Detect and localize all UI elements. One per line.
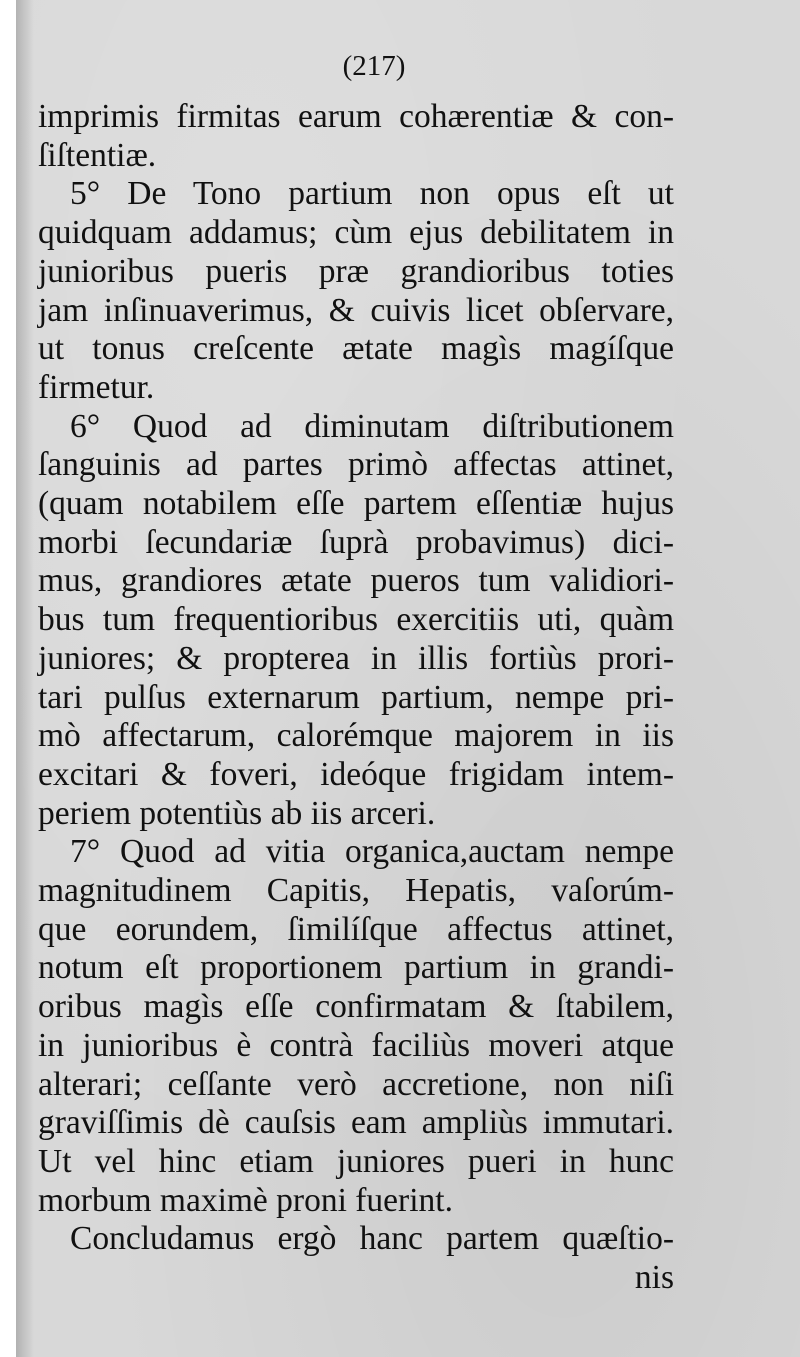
spine-shadow xyxy=(16,0,34,1357)
text-line: que eorundem, ſimilíſque affectus attinet, xyxy=(38,910,674,948)
text-line: tari pulſus externarum partium, nempe pri- xyxy=(38,678,674,716)
text-line: Ut vel hinc etiam juniores pueri in hunc xyxy=(38,1142,674,1180)
text-line: ſiſtentiæ. xyxy=(38,136,157,174)
text-line: alterari; ceſſante verò accretione, non niſi xyxy=(38,1065,674,1103)
paragraph-start-line: Concludamus ergò hanc partem quæſtio- xyxy=(70,1220,674,1258)
paragraph-start-line: 5° De Tono partium non opus eſt ut xyxy=(70,175,674,213)
page-number: (217) xyxy=(342,50,406,82)
text-line: mus, grandiores ætate pueros tum validiori- xyxy=(38,562,674,600)
text-line: graviſſimis dè cauſsis eam ampliùs immutari. xyxy=(38,1104,674,1142)
page-text xyxy=(38,44,674,1298)
paragraph-start-line: 6° Quod ad diminutam diſtributionem xyxy=(70,407,674,445)
catchword: nis xyxy=(634,1259,674,1297)
text-line: jam inſinuaverimus, & cuivis licet obſervare, xyxy=(38,291,674,329)
text-line: junioribus pueris præ grandioribus toties xyxy=(38,252,674,290)
text-line: (quam notabilem eſſe partem eſſentiæ hujus xyxy=(38,485,674,523)
text-line: firmetur. xyxy=(38,368,155,406)
paragraph-start-line: 7° Quod ad vitia organica,auctam nempe xyxy=(70,833,674,871)
text-line: notum eſt proportionem partium in grandi- xyxy=(38,949,674,987)
text-line: bus tum frequentioribus exercitiis uti, quàm xyxy=(38,601,674,639)
text-line: excitari & foveri, ideóque frigidam intem- xyxy=(38,755,674,793)
text-line: in junioribus è contrà faciliùs moveri atque xyxy=(38,1026,674,1064)
text-line: imprimis firmitas earum cohærentiæ & con- xyxy=(38,98,674,135)
text-line: oribus magìs eſſe confirmatam & ſtabilem, xyxy=(38,988,674,1026)
text-line: mò affectarum, calorémque majorem in iis xyxy=(38,717,674,755)
text-line: ſanguinis ad partes primò affectas attinet, xyxy=(38,446,674,484)
text-line: magnitudinem Capitis, Hepatis, vaſorúm- xyxy=(38,872,674,910)
text-line: morbum maximè proni fuerint. xyxy=(38,1181,453,1219)
book-page xyxy=(16,0,800,1357)
text-line: periem potentiùs ab iis arceri. xyxy=(38,794,436,832)
text-line: juniores; & propterea in illis fortiùs prori- xyxy=(38,639,674,677)
text-line: morbi ſecundariæ ſuprà probavimus) dici- xyxy=(38,523,674,561)
text-line: ut tonus creſcente ætate magìs magíſque xyxy=(38,330,674,368)
text-line: quidquam addamus; cùm ejus debilitatem in xyxy=(38,214,674,252)
